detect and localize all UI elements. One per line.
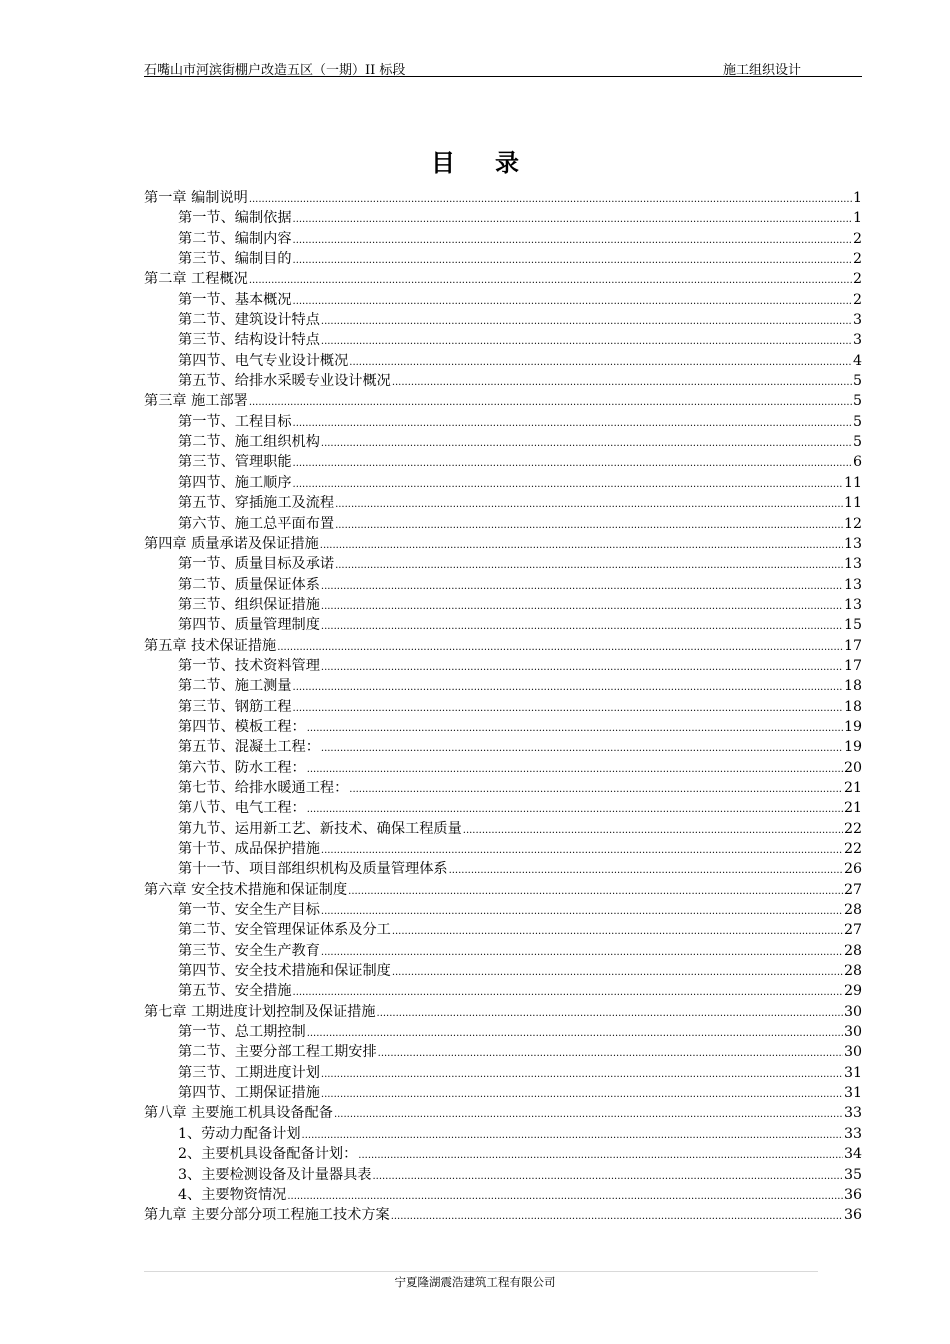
toc-section-entry[interactable]	[144, 1165, 862, 1185]
toc-section-entry[interactable]	[144, 798, 862, 818]
toc-dot-leader	[293, 983, 843, 1003]
toc-page-number: 6	[852, 454, 862, 471]
toc-entry-label: 第二节、施工测量	[178, 678, 292, 695]
toc-section-entry[interactable]	[144, 473, 862, 493]
toc-section-entry[interactable]	[144, 1042, 862, 1062]
header-project-title: 石嘴山市河滨街棚户改造五区（一期）II 标段	[144, 63, 406, 78]
toc-entry-label: 第二章 工程概况	[144, 271, 248, 288]
toc-section-entry[interactable]	[144, 595, 862, 615]
toc-entry-label: 第三节、编制目的	[178, 251, 292, 268]
toc-page-number: 13	[843, 556, 862, 573]
toc-chapter-entry[interactable]	[144, 1205, 862, 1225]
toc-chapter-entry[interactable]	[144, 1103, 862, 1123]
toc-entry-label: 第三章 施工部署	[144, 393, 248, 410]
toc-page-number: 3	[852, 332, 862, 349]
toc-entry-label: 第九章 主要分部分项工程施工技术方案	[144, 1207, 390, 1224]
toc-dot-leader	[349, 780, 843, 800]
toc-dot-leader	[293, 210, 852, 230]
toc-page-number: 30	[843, 1003, 862, 1020]
toc-page-number: 22	[843, 820, 862, 837]
toc-section-entry[interactable]	[144, 554, 862, 574]
toc-entry-label: 3、主要检测设备及计量器具表	[178, 1166, 372, 1183]
toc-page-number: 11	[843, 474, 862, 491]
toc-entry-label: 第一章 编制说明	[144, 190, 248, 206]
toc-entry-label: 第二节、建筑设计特点	[178, 312, 320, 329]
toc-dot-leader	[293, 678, 843, 698]
toc-page-number: 5	[852, 393, 862, 410]
toc-entry-label: 第一节、编制依据	[178, 210, 292, 227]
toc-section-entry[interactable]	[144, 778, 862, 798]
toc-entry-label: 第六节、施工总平面布置	[178, 515, 335, 532]
toc-page-number: 31	[843, 1064, 862, 1081]
toc-page-number: 29	[843, 983, 862, 1000]
toc-page-number: 19	[843, 718, 862, 735]
toc-page-number: 27	[843, 922, 862, 939]
toc-chapter-entry[interactable]	[144, 188, 862, 208]
page-header	[144, 58, 862, 77]
toc-chapter-entry[interactable]	[144, 534, 862, 554]
toc-dot-leader	[321, 739, 843, 759]
toc-entry-label: 第二节、质量保证体系	[178, 576, 320, 593]
toc-section-entry[interactable]	[144, 1063, 862, 1083]
toc-entry-label: 第九节、运用新工艺、新技术、确保工程质量	[178, 820, 462, 837]
toc-dot-leader	[307, 760, 843, 780]
toc-dot-leader	[463, 821, 843, 841]
toc-dot-leader	[391, 1207, 843, 1227]
toc-page-number: 30	[843, 1044, 862, 1061]
toc-page-number: 17	[843, 637, 862, 654]
toc-page-number: 21	[843, 779, 862, 796]
toc-page-number: 4	[852, 352, 862, 369]
toc-section-entry[interactable]	[144, 514, 862, 534]
toc-entry-label: 第三节、钢筋工程	[178, 698, 292, 715]
toc-page-number: 13	[843, 596, 862, 613]
toc-section-entry[interactable]	[144, 1185, 862, 1205]
toc-page-number: 18	[843, 698, 862, 715]
toc-dot-leader	[321, 902, 843, 922]
toc-page-number: 34	[843, 1146, 862, 1163]
toc-page-number: 22	[843, 841, 862, 857]
toc-entry-label: 1、劳动力配备计划	[178, 1125, 301, 1142]
toc-page-number: 27	[843, 881, 862, 898]
toc-section-entry[interactable]	[144, 432, 862, 452]
toc-entry-label: 第四节、电气专业设计概况	[178, 352, 349, 369]
toc-chapter-entry[interactable]	[144, 880, 862, 900]
toc-page-number: 2	[852, 230, 862, 247]
toc-entry-label: 第五节、穿插施工及流程	[178, 495, 335, 512]
toc-page-number: 5	[852, 413, 862, 430]
toc-page-number: 30	[843, 1024, 862, 1041]
toc-dot-leader	[372, 1167, 842, 1187]
toc-entry-label: 第一节、总工期控制	[178, 1024, 306, 1041]
toc-entry-label: 第十节、成品保护措施	[178, 841, 320, 857]
toc-section-entry[interactable]	[144, 941, 862, 961]
toc-entry-label: 第三节、结构设计特点	[178, 332, 320, 349]
toc-dot-leader	[321, 312, 852, 332]
toc-page-number: 12	[843, 515, 862, 532]
toc-dot-leader	[321, 658, 843, 678]
toc-page-number: 33	[843, 1105, 862, 1122]
table-of-contents	[144, 188, 862, 1226]
toc-dot-leader	[320, 536, 843, 556]
toc-dot-leader	[335, 556, 843, 576]
toc-dot-leader	[321, 1085, 843, 1105]
toc-entry-label: 第四节、模板工程：	[178, 718, 306, 735]
toc-entry-label: 第七节、给排水暖通工程：	[178, 779, 349, 796]
toc-dot-leader	[349, 353, 852, 373]
toc-section-entry[interactable]	[144, 676, 862, 696]
toc-dot-leader	[321, 577, 843, 597]
toc-dot-leader	[449, 861, 843, 881]
toc-dot-leader	[378, 1044, 843, 1064]
toc-entry-label: 第二节、编制内容	[178, 230, 292, 247]
toc-dot-leader	[321, 597, 843, 617]
toc-dot-leader	[321, 434, 852, 454]
toc-page-number: 31	[843, 1085, 862, 1102]
toc-page-number: 36	[843, 1207, 862, 1224]
toc-section-entry[interactable]	[144, 1144, 862, 1164]
toc-entry-label: 第四节、安全技术措施和保证制度	[178, 963, 391, 980]
toc-section-entry[interactable]	[144, 412, 862, 432]
toc-section-entry[interactable]	[144, 371, 862, 391]
toc-section-entry[interactable]	[144, 1124, 862, 1144]
toc-chapter-entry[interactable]	[144, 636, 862, 656]
toc-section-entry[interactable]	[144, 575, 862, 595]
toc-entry-label: 第八章 主要施工机具设备配备	[144, 1105, 333, 1122]
toc-page-number: 33	[843, 1125, 862, 1142]
toc-section-entry[interactable]	[144, 290, 862, 310]
toc-page-number: 28	[843, 902, 862, 919]
toc-entry-label: 第四章 质量承诺及保证措施	[144, 535, 319, 552]
toc-section-entry[interactable]	[144, 758, 862, 778]
toc-dot-leader	[293, 699, 843, 719]
toc-entry-label: 第八节、电气工程：	[178, 800, 306, 817]
toc-entry-label: 第三节、安全生产教育	[178, 942, 320, 959]
toc-entry-label: 第二节、安全管理保证体系及分工	[178, 922, 391, 939]
toc-section-entry[interactable]	[144, 1022, 862, 1042]
toc-page-number: 13	[843, 576, 862, 593]
toc-dot-leader	[392, 963, 843, 983]
toc-section-entry[interactable]	[144, 656, 862, 676]
toc-page-number: 2	[852, 271, 862, 288]
toc-dot-leader	[293, 414, 852, 434]
toc-page-number: 5	[852, 434, 862, 451]
toc-page-number: 15	[843, 617, 862, 634]
toc-entry-label: 第六章 安全技术措施和保证制度	[144, 881, 348, 898]
toc-dot-leader	[249, 393, 852, 413]
toc-section-entry[interactable]	[144, 249, 862, 269]
toc-section-entry[interactable]	[144, 859, 862, 879]
toc-section-entry[interactable]	[144, 737, 862, 757]
toc-dot-leader	[321, 332, 852, 352]
toc-entry-label: 第四节、质量管理制度	[178, 617, 320, 634]
toc-page-number: 1	[852, 210, 862, 227]
toc-dot-leader	[287, 1187, 843, 1207]
toc-dot-leader	[249, 190, 852, 210]
toc-page-number: 26	[843, 861, 862, 878]
toc-section-entry[interactable]	[144, 351, 862, 371]
toc-page-number: 36	[843, 1186, 862, 1203]
toc-page-number: 2	[852, 291, 862, 308]
toc-dot-leader	[321, 943, 843, 963]
toc-entry-label: 第一节、技术资料管理	[178, 657, 320, 674]
toc-section-entry[interactable]	[144, 697, 862, 717]
toc-dot-leader	[302, 1126, 843, 1146]
toc-dot-leader	[321, 841, 843, 861]
toc-entry-label: 第二节、主要分部工程工期安排	[178, 1044, 377, 1061]
toc-section-entry[interactable]	[144, 961, 862, 981]
footer-divider	[144, 1271, 818, 1272]
toc-dot-leader	[334, 1105, 843, 1125]
toc-page-number: 28	[843, 942, 862, 959]
toc-dot-leader	[321, 1065, 843, 1085]
toc-dot-leader	[358, 1146, 843, 1166]
toc-entry-label: 第五节、混凝土工程：	[178, 739, 320, 756]
toc-section-entry[interactable]	[144, 208, 862, 228]
toc-dot-leader	[293, 292, 852, 312]
toc-dot-leader	[335, 516, 843, 536]
toc-entry-label: 第七章 工期进度计划控制及保证措施	[144, 1003, 376, 1020]
toc-dot-leader	[392, 373, 852, 393]
toc-entry-label: 第四节、施工顺序	[178, 474, 292, 491]
toc-page-number: 20	[843, 759, 862, 776]
toc-page-number: 19	[843, 739, 862, 756]
toc-section-entry[interactable]	[144, 229, 862, 249]
toc-page-number: 13	[843, 535, 862, 552]
toc-entry-label: 第五节、给排水采暖专业设计概况	[178, 373, 391, 390]
toc-dot-leader	[307, 1024, 843, 1044]
toc-entry-label: 第三节、组织保证措施	[178, 596, 320, 613]
toc-section-entry[interactable]	[144, 330, 862, 350]
header-document-type: 施工组织设计	[723, 63, 802, 78]
toc-entry-label: 第三节、管理职能	[178, 454, 292, 471]
toc-entry-label: 第一节、基本概况	[178, 291, 292, 308]
toc-dot-leader	[321, 617, 843, 637]
toc-section-entry[interactable]	[144, 839, 862, 859]
toc-dot-leader	[249, 271, 852, 291]
page-title: 目录	[431, 148, 559, 177]
toc-dot-leader	[377, 1004, 843, 1024]
toc-dot-leader	[293, 475, 843, 495]
page-footer: 宁夏隆湖震浩建筑工程有限公司	[394, 1275, 556, 1289]
toc-entry-label: 第五章 技术保证措施	[144, 637, 277, 654]
toc-page-number: 28	[843, 963, 862, 980]
toc-section-entry[interactable]	[144, 493, 862, 513]
toc-chapter-entry[interactable]	[144, 1002, 862, 1022]
toc-dot-leader	[335, 495, 843, 515]
toc-section-entry[interactable]	[144, 900, 862, 920]
toc-dot-leader	[348, 882, 843, 902]
toc-section-entry[interactable]	[144, 981, 862, 1001]
toc-page-number: 1	[852, 190, 862, 206]
toc-chapter-entry[interactable]	[144, 269, 862, 289]
toc-section-entry[interactable]	[144, 452, 862, 472]
toc-page-number: 5	[852, 373, 862, 390]
toc-entry-label: 第三节、工期进度计划	[178, 1064, 320, 1081]
toc-page-number: 17	[843, 657, 862, 674]
toc-section-entry[interactable]	[144, 819, 862, 839]
toc-entry-label: 第一节、质量目标及承诺	[178, 556, 335, 573]
toc-entry-label: 第一节、安全生产目标	[178, 902, 320, 919]
toc-dot-leader	[293, 454, 852, 474]
toc-chapter-entry[interactable]	[144, 391, 862, 411]
toc-dot-leader	[392, 922, 843, 942]
toc-entry-label: 4、主要物资情况	[178, 1186, 287, 1203]
toc-entry-label: 第二节、施工组织机构	[178, 434, 320, 451]
toc-entry-label: 第十一节、项目部组织机构及质量管理体系	[178, 861, 448, 878]
toc-entry-label: 2、主要机具设备配备计划：	[178, 1146, 358, 1163]
toc-page-number: 11	[843, 495, 862, 512]
toc-dot-leader	[293, 231, 852, 251]
toc-page-number: 35	[843, 1166, 862, 1183]
toc-entry-label: 第五节、安全措施	[178, 983, 292, 1000]
toc-entry-label: 第六节、防水工程：	[178, 759, 306, 776]
toc-section-entry[interactable]	[144, 920, 862, 940]
toc-dot-leader	[307, 719, 843, 739]
toc-page-number: 3	[852, 312, 862, 329]
toc-entry-label: 第四节、工期保证措施	[178, 1085, 320, 1102]
toc-dot-leader	[293, 251, 852, 271]
toc-page-number: 21	[843, 800, 862, 817]
toc-section-entry[interactable]	[144, 1083, 862, 1103]
toc-page-number: 18	[843, 678, 862, 695]
toc-dot-leader	[307, 800, 843, 820]
toc-section-entry[interactable]	[144, 615, 862, 635]
toc-section-entry[interactable]	[144, 717, 862, 737]
toc-page-number: 2	[852, 251, 862, 268]
toc-section-entry[interactable]	[144, 310, 862, 330]
toc-dot-leader	[277, 638, 843, 658]
toc-entry-label: 第一节、工程目标	[178, 413, 292, 430]
